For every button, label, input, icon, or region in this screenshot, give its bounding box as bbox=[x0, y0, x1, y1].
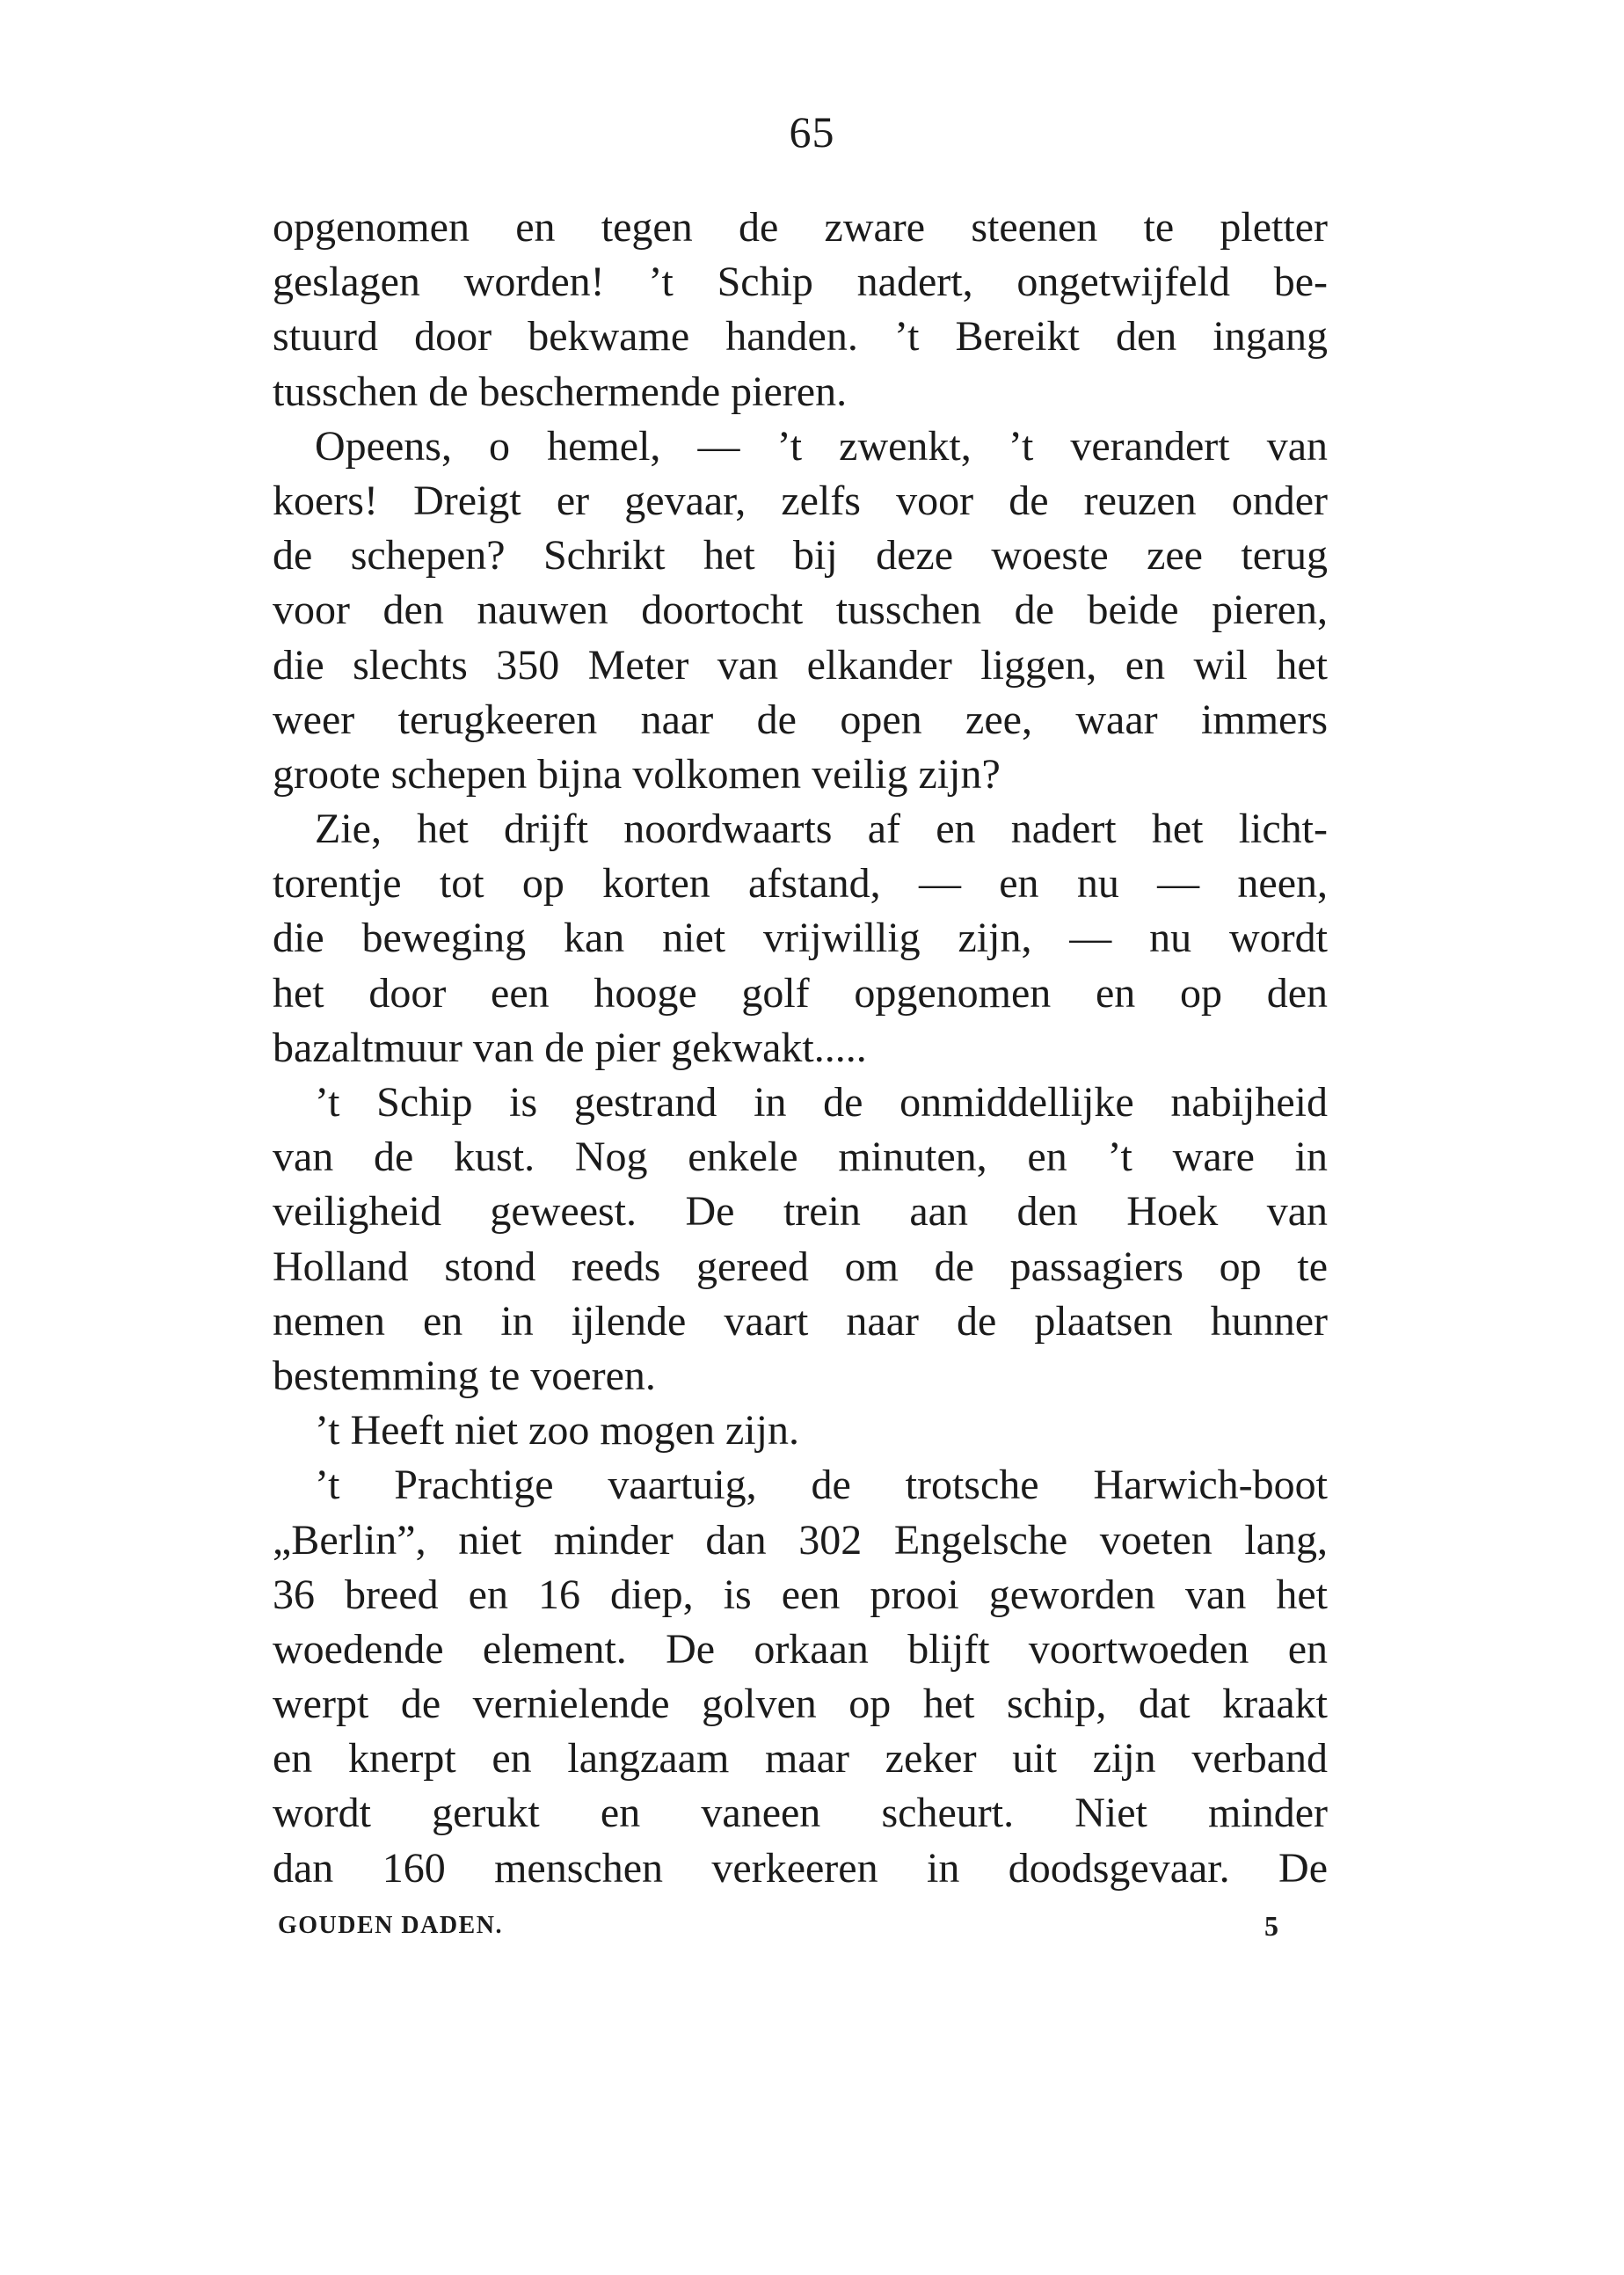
text-line: veiligheid geweest. De trein aan den Hoek van bbox=[273, 1188, 1328, 1236]
text-line: het door een hooge golf opgenomen en op den bbox=[273, 969, 1328, 1017]
text-line: ’t Schip is gestrand in de onmiddellijke nabijheid bbox=[315, 1079, 1328, 1126]
running-title: GOUDEN DADEN. bbox=[278, 1912, 503, 1939]
text-line: die slechts 350 Meter van elkander liggen, en wil het bbox=[273, 641, 1328, 689]
text-line: ’t Heeft niet zoo mogen zijn. bbox=[315, 1407, 799, 1455]
text-line: geslagen worden! ’t Schip nadert, ongetwijfeld be- bbox=[273, 259, 1328, 306]
text-line: ’t Prachtige vaartuig, de trotsche Harwich-boot bbox=[315, 1462, 1328, 1509]
text-line: woedende element. De orkaan blijft voortwoeden en bbox=[273, 1625, 1328, 1673]
text-line: nemen en in ijlende vaart naar de plaatsen hunner bbox=[273, 1297, 1328, 1345]
text-line: bazaltmuur van de pier gekwakt..... bbox=[273, 1024, 867, 1071]
text-line: weer terugkeeren naar de open zee, waar immers bbox=[273, 696, 1328, 743]
text-line: werpt de vernielende golven op het schip, dat kraakt bbox=[273, 1681, 1328, 1728]
text-line: dan 160 menschen verkeeren in doodsgevaar. De bbox=[273, 1844, 1328, 1892]
text-line: torentje tot op korten afstand, — en nu — neen, bbox=[273, 860, 1328, 908]
text-line: de schepen? Schrikt het bij deze woeste zee terug bbox=[273, 532, 1328, 580]
page-number: 65 bbox=[789, 107, 835, 157]
signature-mark: 5 bbox=[1264, 1910, 1278, 1942]
text-line: Holland stond reeds gereed om de passagiers op te bbox=[273, 1243, 1328, 1290]
text-line: opgenomen en tegen de zware steenen te pletter bbox=[273, 204, 1328, 251]
text-line: en knerpt en langzaam maar zeker uit zijn verband bbox=[273, 1735, 1328, 1783]
text-line: die beweging kan niet vrijwillig zijn, — nu wordt bbox=[273, 915, 1328, 962]
text-line: „Berlin”, niet minder dan 302 Engelsche voeten lang, bbox=[273, 1516, 1328, 1564]
text-line: tusschen de beschermende pieren. bbox=[273, 368, 848, 415]
text-line: voor den nauwen doortocht tusschen de beide pieren, bbox=[273, 587, 1328, 634]
text-line: van de kust. Nog enkele minuten, en ’t ware in bbox=[273, 1134, 1328, 1181]
text-line: koers! Dreigt er gevaar, zelfs voor de reuzen onder bbox=[273, 477, 1328, 524]
text-line: Opeens, o hemel, — ’t zwenkt, ’t verandert van bbox=[315, 422, 1328, 470]
page-footer bbox=[278, 1908, 1278, 1943]
text-line: 36 breed en 16 diep, is een prooi geworden van het bbox=[273, 1571, 1328, 1618]
text-line: stuurd door bekwame handen. ’t Bereikt den ingang bbox=[273, 313, 1328, 361]
text-line: wordt gerukt en vaneen scheurt. Niet minder bbox=[273, 1790, 1328, 1837]
text-line: Zie, het drijft noordwaarts af en nadert het licht- bbox=[315, 806, 1328, 853]
text-line: groote schepen bijna volkomen veilig zijn? bbox=[273, 750, 1001, 798]
text-line: bestemming te voeren. bbox=[273, 1352, 656, 1399]
body-text bbox=[273, 201, 1328, 1896]
